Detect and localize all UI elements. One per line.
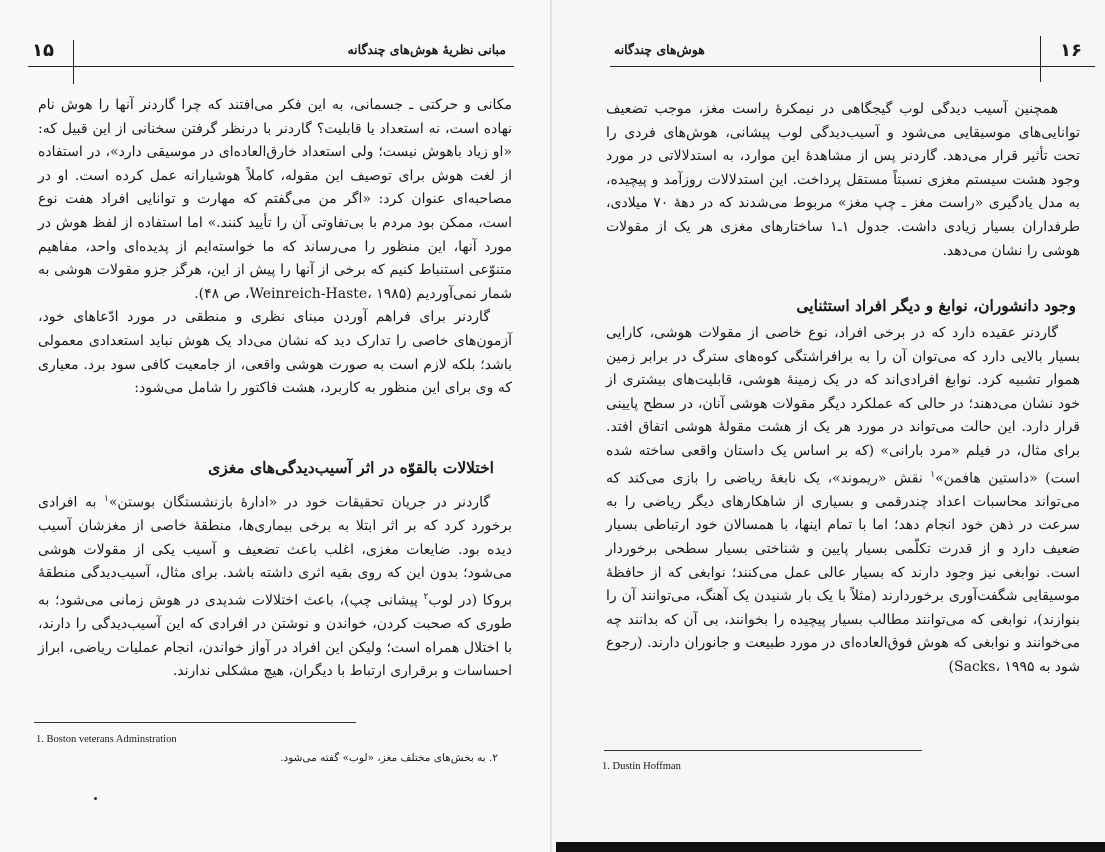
section-heading: اختلالات بالقوّه در اثر آسیب‌دیدگی‌های مغزی — [208, 458, 494, 477]
footnote-rule — [34, 722, 356, 723]
body-text-bottom — [38, 488, 512, 684]
running-title: هوش‌های چندگانه — [614, 42, 705, 57]
speck — [94, 797, 97, 800]
footnote-marker: ۲ — [423, 592, 429, 603]
paragraph: گاردنر برای فراهم آوردن مبنای نظری و منطقی در مورد ادّعاهای خود، آزمون‌های خاصی را تدارک دید که نشان می‌داد یک هوش نباید استعدادی معمولی باشد؛ بلکه لازم است به صورت هوشی واقعی، از جامعیت کافی سود برد. معیاری که وی برای این منظور به کاربرد، هشت فاکتور را شامل می‌شود: — [38, 309, 512, 397]
body-text-bottom — [606, 322, 1080, 680]
scan-edge-shadow — [556, 842, 1105, 852]
footnote: ۲. به بخش‌های مختلف مغز، «لوب» گفته می‌شود. — [280, 752, 498, 764]
section-heading: وجود دانشوران، نوابغ و دیگر افراد استثنایی — [796, 296, 1076, 315]
paragraph: همچنین آسیب دیدگی لوب گیجگاهی در نیمکرهٔ راست مغز، موجب تضعیف توانایی‌های موسیقایی می‌شود و آسیب‌دیدگی لوب پیشانی، هوش‌های فردی را تحت تأثیر قرار می‌دهد. گاردنر پس از مشاهدهٔ این موارد، به استدلالاتی در مورد وجود هشت سیستم مغزی نسبتاً مستقل پرداخت. این استدلالات روزآمد و پیچیده، به مدل یادگیری «راست مغز ـ چپ مغز» مربوط می‌شدند که در دههٔ ۷۰ میلادی، طرفداران بسیار زیادی داشت. جدول ۱ـ۱ ساختارهای مغزی هر یک از مقولات هوشی را نشان می‌دهد. — [606, 101, 1080, 259]
paragraph: گاردنر در جریان تحقیقات خود در «ادارهٔ بازنشستگان بوستن»$^۱$ به افرادی برخورد کرد که بر اثر ابتلا به برخی بیماری‌ها، منطقهٔ خاصی از مغزشان آسیب دیده بود. ضایعات مغزی، اغلب باعث تضعیف و آسیب یکی از مقولات هوشی می‌شود؛ بدون این که روی بقیه اثری داشته باشد. برای مثال، آسیب‌دیدگی منطقهٔ بروکا (در لوب$^۲$ پیشانی چپ)، باعث اختلالات شدیدی در هوش زمانی می‌شود؛ به طوری که صحبت کردن، خواندن و نوشتن در افرادی که این آسیب‌دیدگی را دارند، با اختلال همراه است؛ ولیکن این افراد در آواز خواندن، انجام عملیات ریاضی، ابراز احساسات و برقراری ارتباط با دیگران، هیچ مشکلی ندارند. — [38, 494, 512, 680]
page-number: ۱۶ — [1060, 40, 1082, 61]
footnote-marker: ۱ — [103, 494, 109, 504]
header-divider — [73, 40, 74, 84]
right-page — [552, 0, 1105, 852]
header-divider — [1040, 36, 1041, 82]
body-text-top — [606, 98, 1080, 263]
header-rule — [28, 66, 514, 67]
body-text-top — [38, 94, 512, 401]
footnote-marker: ۱ — [930, 469, 936, 480]
footnote-rule — [604, 750, 922, 751]
footnote: 1. Boston veterans Adminstration — [36, 734, 177, 745]
page-number: ۱۵ — [32, 40, 54, 61]
left-page — [0, 0, 552, 852]
paragraph: گاردنر عقیده دارد که در برخی افراد، نوع خاصی از مقولات هوشی، کارایی بسیار بالایی دارد که می‌توان آن را به برافراشتگی کوه‌های سترگ در برابر زمین هموار تشبیه کرد. نوابغ افرادی‌اند که در یک زمینهٔ هوشی، قابلیت‌های بیشتری از خود نشان می‌دهند؛ در حالی که عملکرد دیگر مقولات هوشی آنان، در سطح پایینی قرار دارد. این حالت می‌تواند در مورد هر یک از هشت مقولهٔ هوشی اتفاق افتد. برای مثال، در فیلم «مرد بارانی» (که بر اساس یک داستان واقعی ساخته شده است) «داستین هافمن»$^۱$ نقش «ریموند»، یک نابغهٔ ریاضی را بازی می‌کند که می‌تواند محاسبات اعداد چندرقمی و بسیاری از شاهکارهای دیگر ریاضی را به سرعت در ذهن خود انجام دهد؛ اما با تمام اینها، با همسالان خود ارتباطی بسیار ضعیف دارد و از قدرت تکلّمی بسیار پایین و شناختی بسیار سطحی برخوردار است. نوابغی نیز وجود دارند که بسیار عالی عمل می‌کنند؛ نوابغی که از حافظهٔ موسیقایی شگفت‌آوری برخوردارند (مثلاً با یک بار شنیدن یک آهنگ، می‌توانند آن را بنوازند)، نوابغی که می‌توانند مطالب بسیار پیچیده را بخوانند، بی آن که بدانند چه می‌خوانند و نوابغی که هوش فوق‌العاده‌ای در مورد طبیعت و جانوران دارند. (رجوع شود به Sacks، ۱۹۹۵) — [606, 325, 1081, 675]
paragraph: مکانی و حرکتی ـ جسمانی، به این فکر می‌افتند که چرا گاردنر آنها را هوش نام نهاده است، نه استعداد یا قابلیت؟ گاردنر با درنظر گرفتن سخنانی از این قبیل که: «او زیاد باهوش نیست؛ ولی استعداد خارق‌العاده‌ای در موسیقی دارد»، در استفاده از لغت هوش برای توصیف این مقوله، کاملاً هوشیارانه عمل کرده است. او در مصاحبه‌ای عنوان کرد: «اگر من می‌گفتم که مهارت و توانایی افراد هفت نوع است، ممکن بود مردم با بی‌تفاوتی آن را تأیید کنند.» اما استفاده از لفظ هوش در مورد آنها، این منظور را می‌رساند که ما خواسته‌ایم از پدیده‌ای واحد، مفاهیم متنوّعی استنباط کنیم که برخی از آنها را پیش از این، هرگز جزو مقولات هوشی به شمار نمی‌آوردیم (Weinreich-Haste، ۱۹۸۵، ص ۴۸). — [38, 97, 512, 302]
running-title: مبانی نظریهٔ هوش‌های چندگانه — [347, 42, 506, 57]
header-rule — [610, 66, 1095, 67]
footnote: 1. Dustin Hoffman — [602, 761, 681, 772]
